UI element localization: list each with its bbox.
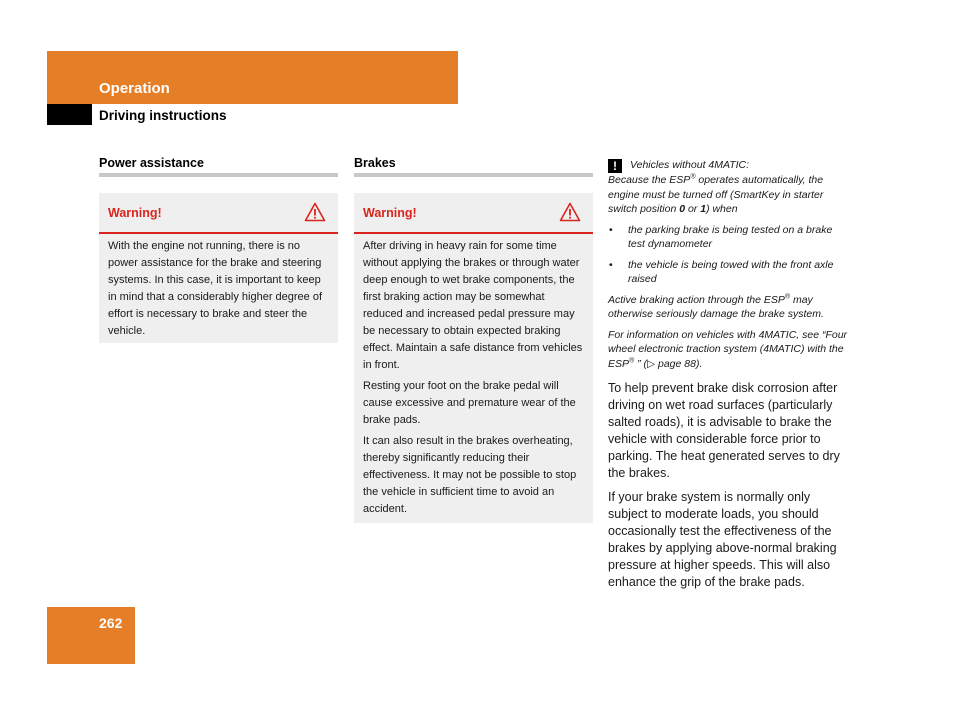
note-text: operates automatically, the engine must be turned off (SmartKey in starter switch position	[608, 174, 824, 215]
warning-paragraph: After driving in heavy rain for some time without applying the brakes or through water deep enough to wet brake components, the first braking action may be somewhat reduced and increased pedal pressure may be necessary to obtain expected braking effect. Maintain a safe distance from vehicles in front.	[363, 240, 583, 371]
switch-position-0: 0	[679, 203, 686, 215]
brakes-warning-box	[354, 193, 593, 523]
registered-mark: ®	[629, 357, 635, 364]
heading-rule	[99, 173, 338, 177]
note-text: Active braking action through the ESP	[608, 293, 785, 306]
note-text: ) when	[706, 203, 738, 215]
body-paragraph: To help prevent brake disk corrosion after driving on wet road surfaces (particularly salted roads), it is advisable to brake the vehicle with considerable force prior to parking. The heat generated serves to dry the brakes.	[608, 381, 840, 480]
warning-label: Warning!	[108, 206, 162, 220]
note-text: For information on vehicles with 4MATIC, see “Four wheel electronic traction system (4MATIC) with the ESP	[608, 328, 848, 370]
warning-header	[354, 193, 593, 234]
note-text: or	[685, 203, 701, 215]
warning-triangle-icon	[559, 202, 581, 222]
power-assistance-warning-box	[99, 193, 338, 343]
registered-mark: ®	[784, 293, 791, 300]
note-active-braking	[608, 293, 850, 322]
warning-paragraph: With the engine not running, there is no power assistance for the brake and steering systems. In this case, it is important to keep in mind that a considerably higher degree of effort is necessary to brake and steer the vehicle.	[108, 240, 323, 337]
section-title: Operation	[99, 80, 170, 97]
bullet-icon: •	[609, 258, 613, 271]
body-paragraph: If your brake system is normally only subject to moderate loads, you should occasionally test the effectiveness of the brakes by applying above-normal braking pressure at higher speeds. This will also enhance the grip of the brake pads.	[608, 490, 837, 589]
list-item	[608, 258, 850, 287]
note-title-line	[608, 158, 850, 217]
warning-header	[99, 193, 338, 234]
bullet-icon: •	[609, 223, 613, 236]
warning-label: Warning!	[363, 206, 417, 220]
power-assistance-heading: Power assistance	[99, 156, 204, 170]
brake-care-text	[608, 380, 853, 598]
section-tab-marker	[47, 104, 92, 125]
registered-mark: ®	[690, 173, 696, 181]
subsection-title: Driving instructions	[99, 108, 227, 123]
note-bullet-list	[608, 223, 850, 287]
warning-paragraph: It can also result in the brakes overheating, thereby significantly reducing their effectiveness. It may not be possible to stop the vehicle in sufficient time to avoid an accident.	[363, 435, 577, 515]
brakes-heading: Brakes	[354, 156, 396, 170]
esp-note	[608, 158, 850, 377]
note-text: may otherwise seriously damage the brake system.	[608, 293, 824, 320]
bullet-text: the parking brake is being tested on a brake test dynamometer	[628, 223, 833, 250]
switch-position-1: 1	[700, 203, 707, 215]
warning-body	[99, 234, 338, 348]
exclamation-icon: !	[608, 159, 622, 173]
warning-body	[354, 234, 593, 526]
page-number: 262	[99, 615, 123, 631]
bullet-text: the vehicle is being towed with the front axle raised	[628, 258, 834, 285]
heading-rule	[354, 173, 593, 177]
note-4matic-info	[608, 328, 850, 372]
warning-paragraph: Resting your foot on the brake pedal will cause excessive and premature wear of the brake pads.	[363, 380, 576, 426]
page-reference: ” (▷ page 88).	[634, 357, 703, 370]
note-title: Vehicles without 4MATIC:	[630, 159, 750, 171]
warning-triangle-icon	[304, 202, 326, 222]
list-item	[608, 223, 850, 252]
note-text: Because the ESP	[608, 174, 691, 186]
